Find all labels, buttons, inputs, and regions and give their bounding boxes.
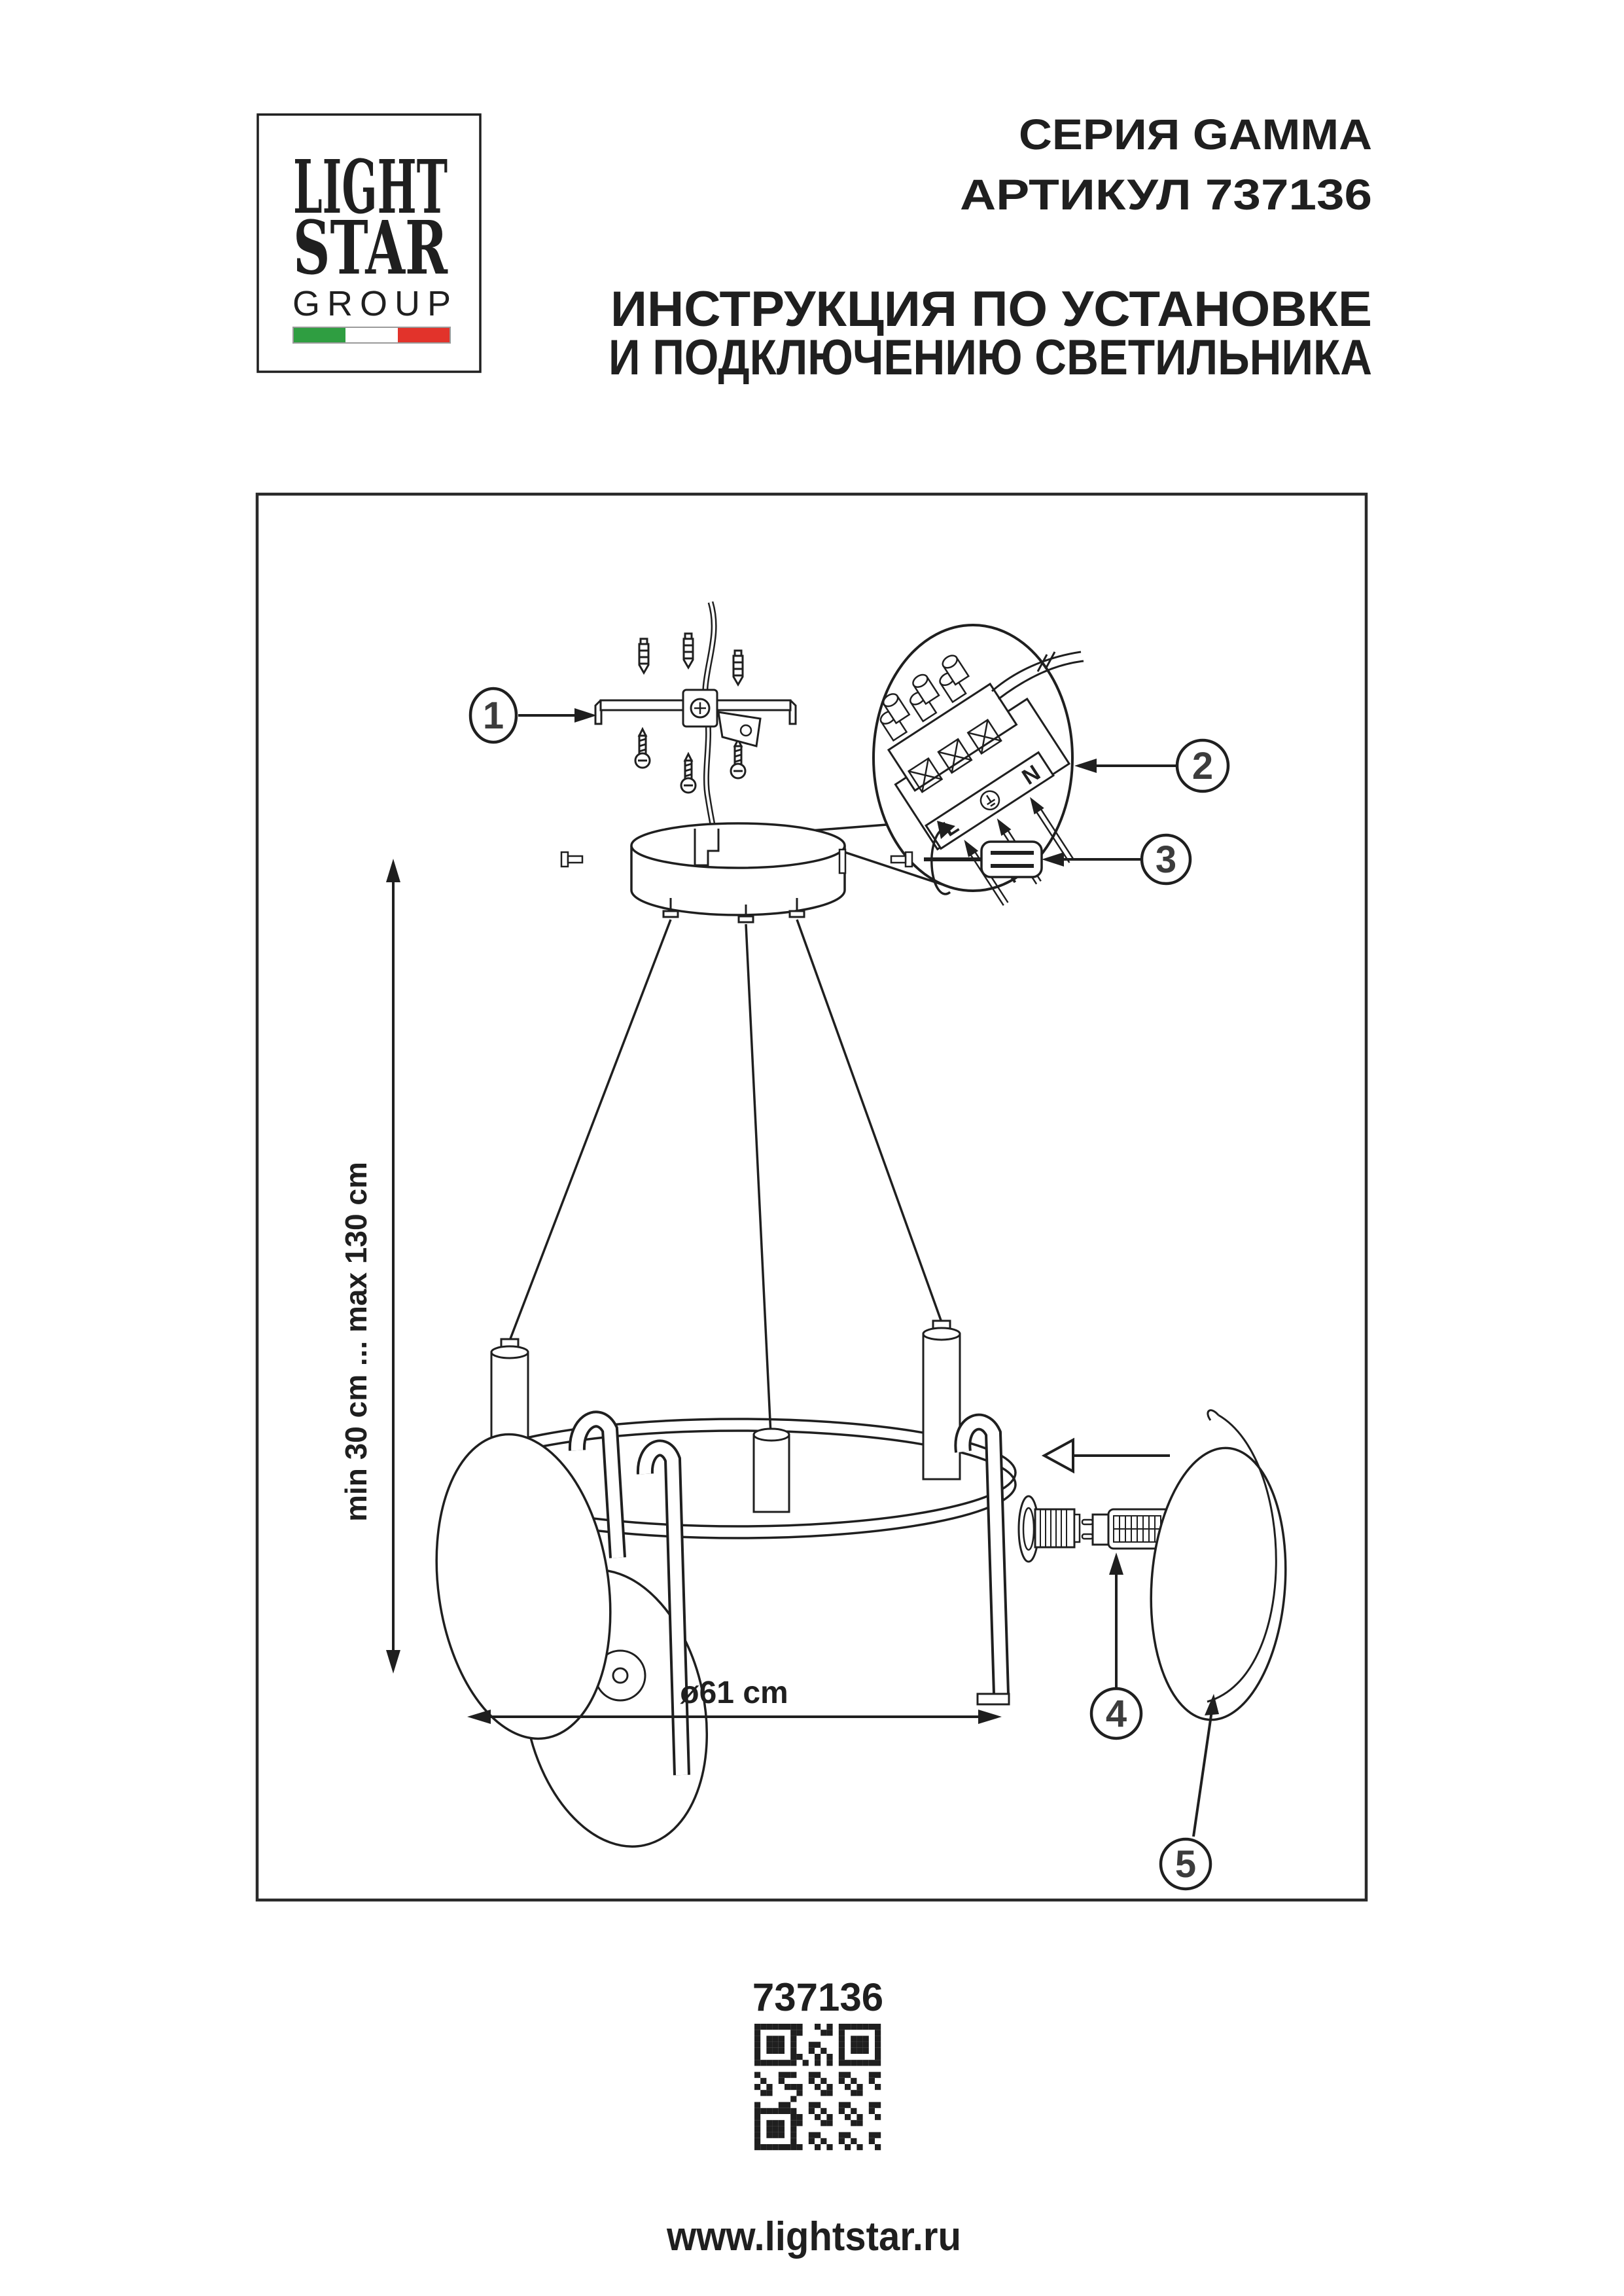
callout-3-number: 3 xyxy=(1155,838,1177,881)
callout-2-number: 2 xyxy=(1192,745,1214,787)
header xyxy=(258,110,1372,386)
instruction-title-line2: И ПОДКЛЮЧЕНИЮ СВЕТИЛЬНИКА xyxy=(609,330,1372,386)
logo-word-light: LIGHT xyxy=(293,145,448,230)
instruction-title-line1: ИНСТРУКЦИЯ ПО УСТАНОВКЕ xyxy=(610,281,1372,337)
website-url: www.lightstar.ru xyxy=(666,2214,961,2259)
title-block xyxy=(609,110,1372,386)
diameter-dimension-label: ø61 cm xyxy=(680,1676,788,1710)
italian-flag-icon xyxy=(293,327,450,343)
logo-word-star: STAR xyxy=(293,206,448,291)
terminal-label-neutral: N xyxy=(1017,760,1045,790)
brand-logo xyxy=(258,115,480,372)
logo-word-group: GROUP xyxy=(292,284,451,323)
callout-5-number: 5 xyxy=(1174,1843,1197,1886)
qr-code-icon xyxy=(754,2024,881,2150)
callout-4-number: 4 xyxy=(1105,1693,1127,1735)
series-title: СЕРИЯ GAMMA xyxy=(1019,110,1372,158)
height-dimension-label: min 30 cm ... max 130 cm xyxy=(339,1162,373,1522)
footer xyxy=(666,1975,961,2259)
callout-1-number: 1 xyxy=(482,694,504,737)
footer-article-number: 737136 xyxy=(752,1975,884,2019)
article-title: АРТИКУЛ 737136 xyxy=(960,170,1372,219)
